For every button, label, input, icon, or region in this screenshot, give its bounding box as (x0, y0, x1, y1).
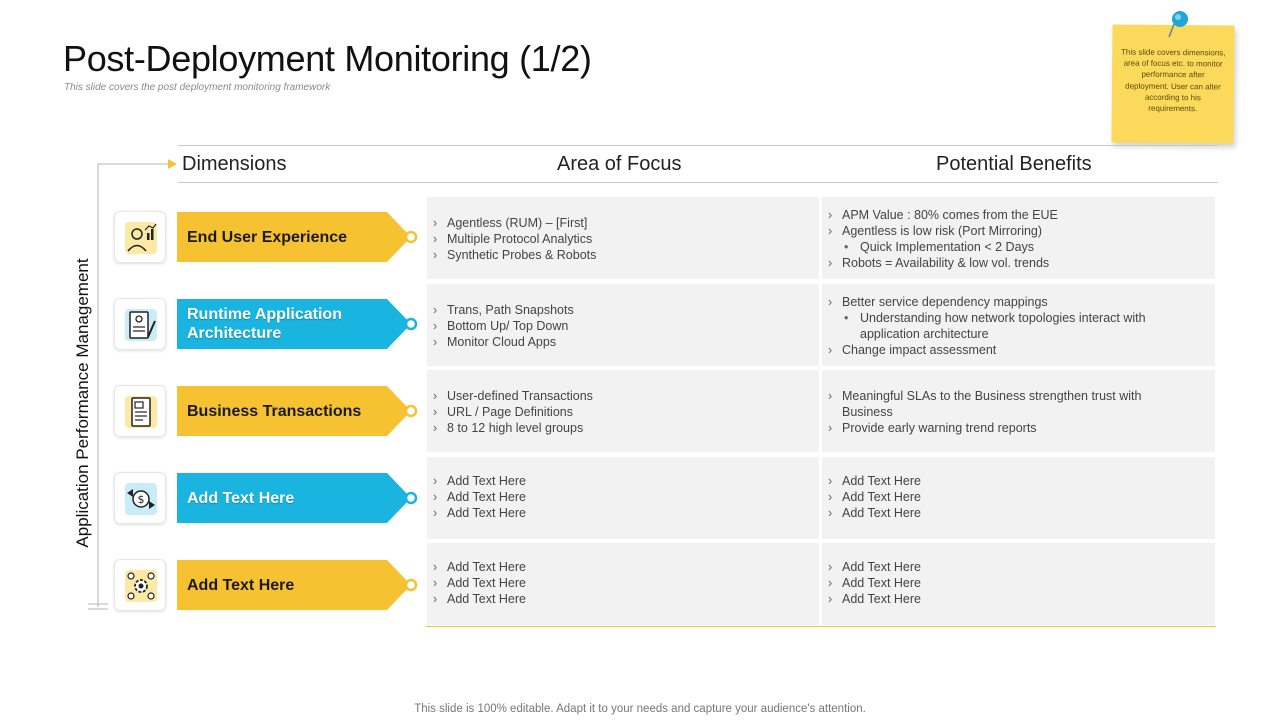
benefit-item: › Add Text Here (822, 505, 1215, 521)
benefit-item: › Robots = Availability & low vol. trends (822, 255, 1185, 271)
page-subtitle: This slide covers the post deployment monitoring framework (64, 82, 331, 93)
focus-item: › Synthetic Probes & Robots (427, 247, 819, 263)
benefit-item: › Add Text Here (822, 559, 1215, 575)
focus-item: › Add Text Here (427, 559, 819, 575)
benefit-item: › Add Text Here (822, 489, 1215, 505)
business-document-icon (123, 394, 159, 430)
focus-item: › 8 to 12 high level groups (427, 420, 819, 436)
push-pin-icon (1165, 6, 1193, 40)
svg-text:$: $ (137, 493, 145, 506)
benefit-item: › APM Value : 80% comes from the EUE (822, 207, 1185, 223)
table-bottom-line (426, 626, 1216, 627)
focus-item: › URL / Page Definitions (427, 404, 819, 420)
benefit-item: › Add Text Here (822, 473, 1215, 489)
benefits-cell (822, 197, 1215, 279)
focus-item: › Multiple Protocol Analytics (427, 231, 819, 247)
gear-dollar-icon (123, 568, 159, 604)
row-icon-box (114, 298, 166, 350)
user-chart-icon (123, 220, 159, 256)
benefit-item: › Add Text Here (822, 575, 1215, 591)
dimension-label: Business Transactions (187, 402, 362, 420)
focus-cell (427, 197, 819, 279)
row-icon-box (114, 211, 166, 263)
page-title: Post-Deployment Monitoring (1/2) (63, 38, 592, 79)
benefit-item: › Agentless is low risk (Port Mirroring) (822, 223, 1185, 239)
focus-item: › Add Text Here (427, 489, 819, 505)
benefit-item: › Change impact assessment (822, 342, 1185, 358)
footer-note: This slide is 100% editable. Adapt it to your needs and capture your audience's attention. (414, 703, 866, 715)
benefit-item: › Meaningful SLAs to the Business strengthen trust with Business (822, 388, 1175, 420)
benefits-cell (822, 457, 1215, 539)
benefit-subitem: • Understanding how network topologies interact with application architecture (822, 310, 1185, 342)
focus-item: › Agentless (RUM) – [First] (427, 215, 819, 231)
focus-cell (427, 457, 819, 539)
focus-item: › Add Text Here (427, 575, 819, 591)
focus-cell (427, 543, 819, 625)
benefit-subitem: • Quick Implementation < 2 Days (822, 239, 1185, 255)
focus-item: › Trans, Path Snapshots (427, 302, 819, 318)
focus-item: › User-defined Transactions (427, 388, 819, 404)
profile-document-icon (123, 307, 159, 343)
row-icon-box (114, 385, 166, 437)
benefits-cell (822, 370, 1215, 452)
dimension-label: Add Text Here (187, 489, 295, 507)
column-header-dimensions: Dimensions (182, 153, 287, 175)
row-icon-box (114, 472, 166, 524)
focus-cell (427, 284, 819, 366)
focus-item: › Bottom Up/ Top Down (427, 318, 819, 334)
focus-item: › Add Text Here (427, 505, 819, 521)
focus-cell (427, 370, 819, 452)
focus-item: › Add Text Here (427, 591, 819, 607)
vertical-label: Application Performance Management (73, 257, 92, 548)
dimension-label: End User Experience (187, 228, 348, 246)
header-bottom-line (178, 182, 1218, 183)
column-header-area-of-focus: Area of Focus (557, 153, 682, 175)
dimension-label: Add Text Here (187, 576, 295, 594)
benefit-item: › Provide early warning trend reports (822, 420, 1175, 436)
dimension-label: Runtime Application Architecture (187, 306, 342, 342)
row-icon-box (114, 559, 166, 611)
header-top-line (178, 145, 1218, 146)
benefits-cell (822, 284, 1215, 366)
sticky-note-text: This slide covers dimensions, area of focus etc. to monitor performance after deployment. User can alter according to his requirements. (1120, 47, 1226, 114)
benefit-item: › Add Text Here (822, 591, 1215, 607)
vertical-label-container (68, 230, 98, 575)
money-transfer-icon (123, 481, 159, 517)
focus-item: › Add Text Here (427, 473, 819, 489)
focus-item: › Monitor Cloud Apps (427, 334, 819, 350)
benefits-cell (822, 543, 1215, 625)
column-header-potential-benefits: Potential Benefits (936, 153, 1092, 175)
benefit-item: › Better service dependency mappings (822, 294, 1185, 310)
sticky-note (1111, 24, 1234, 143)
